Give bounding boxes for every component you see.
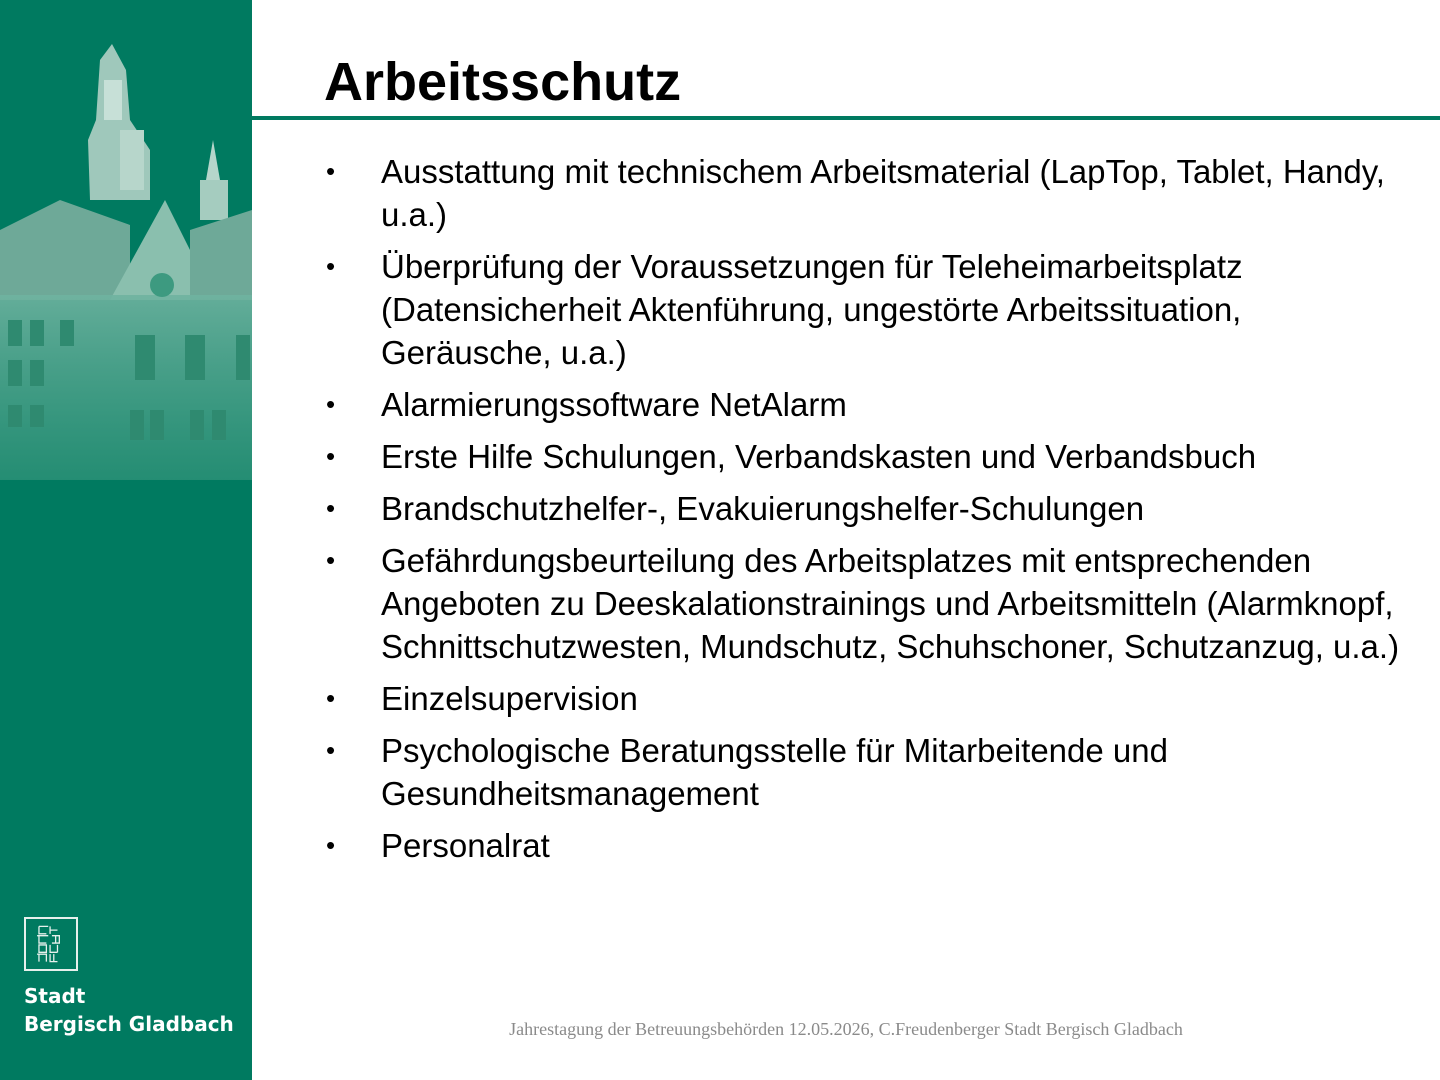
bullet-text: Überprüfung der Voraussetzungen für Teleheimarbeitsplatz (Datensicherheit Aktenführung, ungestörte Arbeitssituation, Geräusche, u.a.) — [381, 248, 1243, 371]
slide-footer: Jahrestagung der Betreuungsbehörden 12.05.2026, C.Freudenberger Stadt Bergisch Gladbach — [509, 1019, 1183, 1039]
list-item — [324, 539, 1404, 668]
bullet-text: Einzelsupervision — [381, 680, 638, 717]
bullet-icon: • — [326, 493, 336, 523]
list-item — [324, 677, 1404, 720]
bullet-text: Ausstattung mit technischem Arbeitsmaterial (LapTop, Tablet, Handy, u.a.) — [381, 153, 1385, 233]
city-name-line1: Stadt — [24, 984, 86, 1008]
list-item — [324, 150, 1404, 236]
list-item — [324, 383, 1404, 426]
city-name — [24, 982, 234, 1038]
list-item — [324, 729, 1404, 815]
sidebar-panel — [0, 0, 252, 1080]
bullet-icon: • — [326, 545, 336, 575]
bullet-text: Psychologische Beratungsstelle für Mitarbeitende und Gesundheitsmanagement — [381, 732, 1168, 812]
bullet-list — [324, 150, 1404, 876]
town-hall-photo — [0, 0, 252, 480]
bullet-icon: • — [326, 389, 336, 419]
slide-title: Arbeitsschutz — [324, 52, 682, 112]
city-name-line2: Bergisch Gladbach — [24, 1012, 234, 1036]
city-logo-mark — [26, 919, 76, 969]
title-divider — [252, 116, 1440, 120]
bullet-text: Personalrat — [381, 827, 550, 864]
bullet-icon: • — [326, 156, 336, 186]
bullet-icon: • — [326, 251, 336, 281]
bullet-text: Alarmierungssoftware NetAlarm — [381, 386, 847, 423]
bullet-icon: • — [326, 683, 336, 713]
list-item — [324, 487, 1404, 530]
bullet-icon: • — [326, 441, 336, 471]
bullet-text: Gefährdungsbeurteilung des Arbeitsplatzes mit entsprechenden Angeboten zu Deeskalationstrainings und Arbeitsmitteln (Alarmknopf, Schnittschutzwesten, Mundschutz, Schuhschoner, Schutzanzug, u.a.) — [381, 542, 1400, 665]
list-item — [324, 435, 1404, 478]
bullet-text: Erste Hilfe Schulungen, Verbandskasten und Verbandsbuch — [381, 438, 1257, 475]
city-logo — [24, 917, 78, 971]
list-item — [324, 824, 1404, 867]
list-item — [324, 245, 1404, 374]
bullet-icon: • — [326, 735, 336, 765]
bullet-text: Brandschutzhelfer-, Evakuierungshelfer-Schulungen — [381, 490, 1145, 527]
bullet-icon: • — [326, 830, 336, 860]
